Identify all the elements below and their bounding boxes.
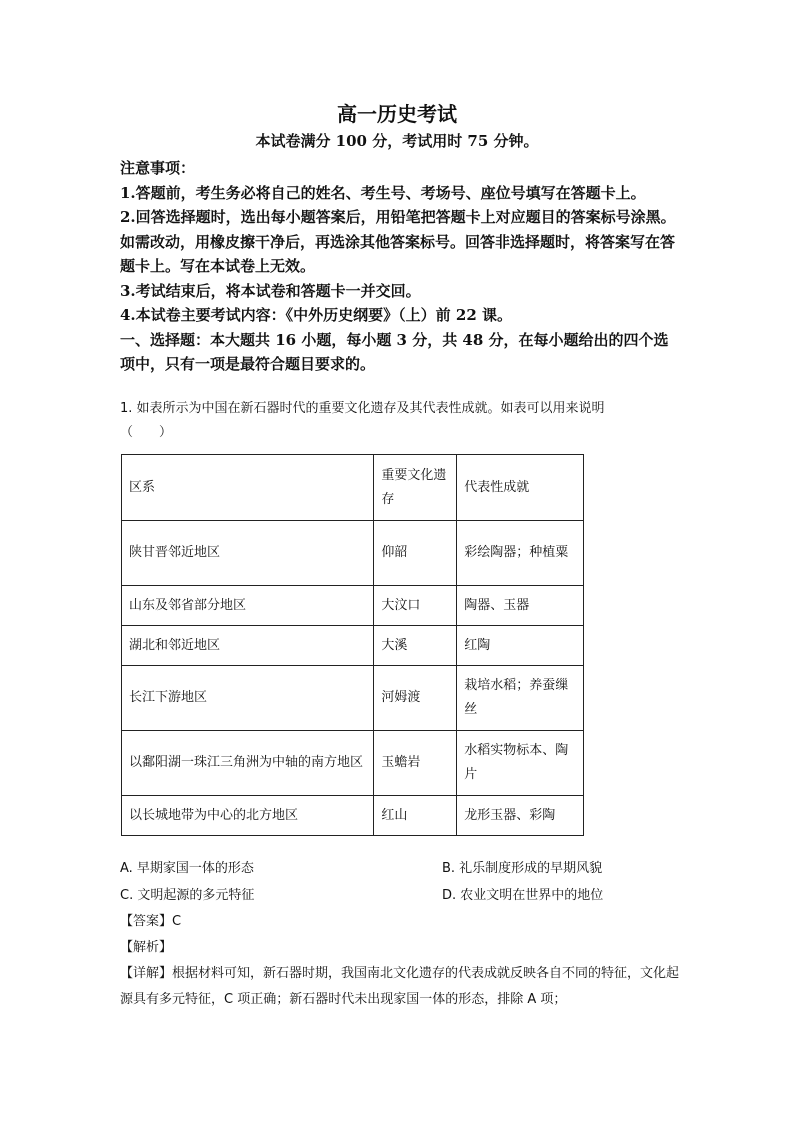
table-cell: 红陶 <box>457 626 584 666</box>
table-cell: 玉蟾岩 <box>374 731 457 796</box>
table-header-cell: 区系 <box>122 455 374 521</box>
notice-item-2: 2.回答选择题时，选出每小题答案后，用铅笔把答题卡上对应题目的答案标号涂黑。如需改动，用橡皮擦干净后，再选涂其他答案标号。回答非选择题时，将答案写在答题卡上。写在本试卷上无效。 <box>120 208 676 275</box>
option-b[interactable]: B. 礼乐制度形成的早期风貌 <box>442 861 603 876</box>
exam-subtitle: 本试卷满分 100 分，考试用时 75 分钟。 <box>255 132 539 150</box>
table-cell: 山东及邻省部分地区 <box>122 586 374 626</box>
notice-block <box>120 156 680 377</box>
table-header-cell: 重要文化遗存 <box>374 455 457 521</box>
notice-item-4: 4.本试卷主要考试内容：《中外历史纲要》（上）前 22 课。 <box>120 306 512 324</box>
option-c[interactable]: C. 文明起源的多元特征 <box>120 888 255 903</box>
table-cell: 龙形玉器、彩陶 <box>457 796 584 836</box>
table-cell: 河姆渡 <box>374 666 457 731</box>
table-cell: 仰韶 <box>374 521 457 586</box>
answer-label: 【答案】C <box>120 914 182 929</box>
exam-title: 高一历史考试 <box>337 102 457 126</box>
table-row <box>122 626 584 666</box>
table-cell: 长江下游地区 <box>122 666 374 731</box>
table-cell: 陶器、玉器 <box>457 586 584 626</box>
answer-blank: （ ） <box>120 425 173 440</box>
table-row <box>122 731 584 796</box>
table-cell: 红山 <box>374 796 457 836</box>
table-row <box>122 586 584 626</box>
table-cell: 大溪 <box>374 626 457 666</box>
culture-table <box>121 454 584 836</box>
table-row <box>122 796 584 836</box>
question-1-stem <box>120 397 680 445</box>
table-cell: 彩绘陶器；种植粟 <box>457 521 584 586</box>
table-cell: 湖北和邻近地区 <box>122 626 374 666</box>
analysis-label: 【解析】 <box>120 940 173 955</box>
option-a[interactable]: A. 早期家国一体的形态 <box>120 861 254 876</box>
answer-block <box>120 909 680 1013</box>
table-cell: 水稻实物标本、陶片 <box>457 731 584 796</box>
notice-item-3: 3.考试结束后，将本试卷和答题卡一并交回。 <box>120 281 421 300</box>
table-header-cell: 代表性成就 <box>457 455 584 521</box>
table-header-row <box>122 455 584 521</box>
question-1-text: 1. 如表所示为中国在新石器时代的重要文化遗存及其代表性成就。如表可以用来说明 <box>120 401 605 416</box>
section-heading: 一、选择题：本大题共 16 小题，每小题 3 分，共 48 分，在每小题给出的四个选项中，只有一项是最符合题目要求的。 <box>120 330 669 373</box>
table-row <box>122 521 584 586</box>
notice-item-1: 1.答题前，考生务必将自己的姓名、考生号、考场号、座位号填写在答题卡上。 <box>120 183 646 202</box>
table-row <box>122 666 584 731</box>
table-cell: 以长城地带为中心的北方地区 <box>122 796 374 836</box>
notice-heading: 注意事项： <box>120 159 196 177</box>
table-cell: 陕甘晋邻近地区 <box>122 521 374 586</box>
table-cell: 以鄱阳湖一珠江三角洲为中轴的南方地区 <box>122 731 374 796</box>
option-d[interactable]: D. 农业文明在世界中的地位 <box>442 888 604 903</box>
table-cell: 栽培水稻；养蚕缫丝 <box>457 666 584 731</box>
detail-text: 【详解】根据材料可知，新石器时期，我国南北文化遗存的代表成就反映各自不同的特征，文化起源具有多元特征，C 项正确；新石器时代未出现家国一体的形态，排除 A 项； <box>120 966 680 1007</box>
table-cell: 大汶口 <box>374 586 457 626</box>
